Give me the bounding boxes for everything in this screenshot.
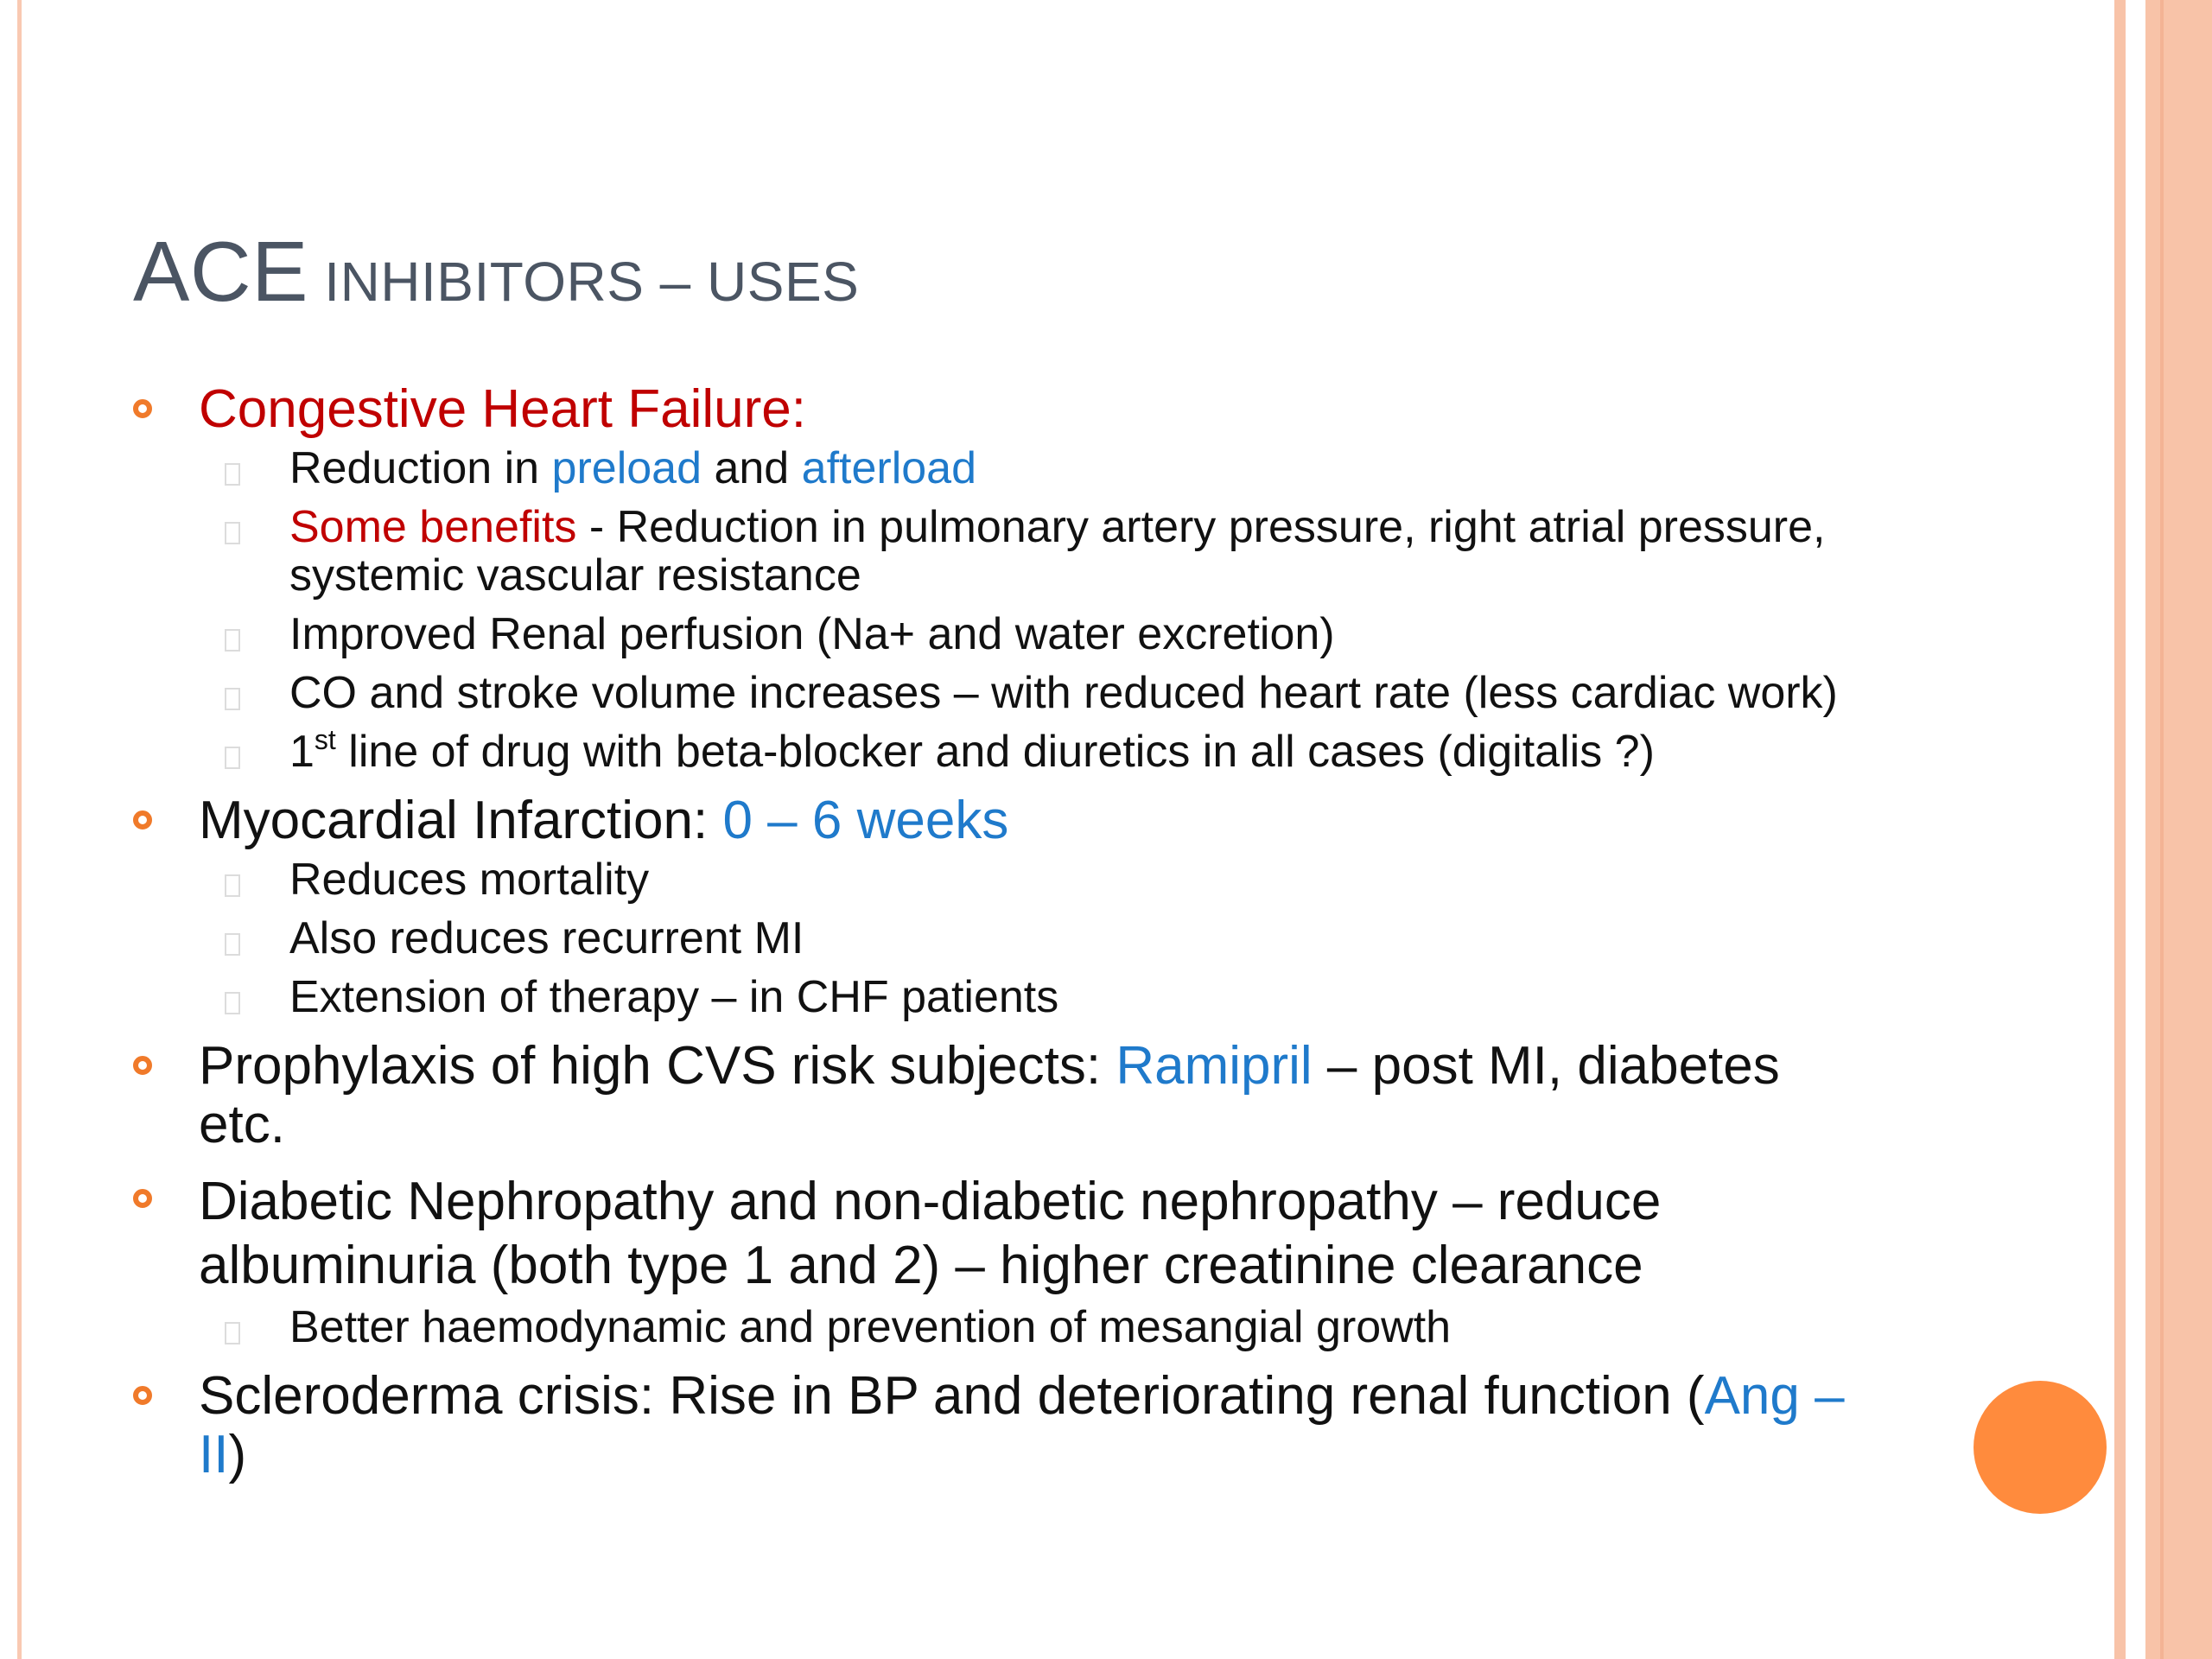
preload-mid: and: [702, 443, 802, 493]
square-bullet-icon: [225, 688, 240, 710]
mi-item-2: Also reduces recurrent MI: [289, 913, 804, 963]
square-bullet-icon: [225, 874, 240, 897]
first-line-number: 1: [289, 727, 315, 777]
bullet-mi: [130, 791, 1866, 1021]
scleroderma-term: Ang –II: [199, 1366, 1845, 1484]
benefits-text: - Reduction in pulmonary artery pressure, right atrial pressure, systemic vascular resistance: [289, 502, 1826, 601]
left-border-line: [17, 0, 22, 1659]
square-bullet-icon: [225, 522, 240, 544]
mi-item-1: Reduces mortality: [289, 855, 650, 905]
prophylaxis-drug: Ramipril: [1116, 1036, 1313, 1096]
circle-bullet-icon: [133, 1386, 152, 1405]
bullet-nephropathy: [130, 1170, 1866, 1351]
square-bullet-icon: [225, 992, 240, 1014]
nephropathy-subitems: [199, 1303, 1866, 1351]
square-bullet-icon: [225, 629, 240, 652]
square-bullet-icon: [225, 463, 240, 486]
chf-subitems: [199, 444, 1866, 776]
mi-item-3: Extension of therapy – in CHF patients: [289, 972, 1059, 1022]
square-bullet-icon: [225, 933, 240, 956]
prophylaxis-prefix: Prophylaxis of high CVS risk subjects:: [199, 1036, 1116, 1096]
bullet-scleroderma: [130, 1367, 1866, 1484]
scleroderma-suffix: ): [228, 1425, 247, 1484]
circle-bullet-icon: [133, 399, 152, 418]
nephropathy-item-1: Better haemodynamic and prevention of mesangial growth: [289, 1302, 1452, 1352]
title-abbrev: ACE: [133, 224, 309, 319]
list-item: [130, 669, 1866, 717]
slide-title: [133, 223, 859, 321]
title-rest: INHIBITORS – USES: [308, 251, 860, 313]
scleroderma-prefix: Scleroderma crisis: Rise in BP and deteriorating renal function (: [199, 1366, 1705, 1426]
co-text: CO and stroke volume increases – with reduced heart rate (less cardiac work): [289, 668, 1838, 718]
preload-prefix: Reduction in: [289, 443, 552, 493]
list-item: [130, 1303, 1866, 1351]
bullet-chf: [130, 380, 1866, 776]
list-item: [130, 503, 1866, 600]
circle-bullet-icon: [133, 810, 152, 830]
renal-text: Improved Renal perfusion (Na+ and water excretion): [289, 609, 1335, 659]
list-item: [130, 610, 1866, 658]
mi-subitems: [199, 855, 1866, 1021]
list-item: [130, 444, 1866, 493]
slide-body: [130, 380, 1866, 1500]
chf-heading: Congestive Heart Failure:: [199, 379, 806, 439]
mi-highlight: 0 – 6 weeks: [722, 791, 1009, 850]
mi-heading: Myocardial Infarction:: [199, 791, 723, 850]
list-item: [130, 723, 1866, 777]
orange-circle-decoration: [1974, 1381, 2107, 1514]
first-line-suffix: st: [314, 723, 336, 755]
list-item: [130, 855, 1866, 904]
nephropathy-text: Diabetic Nephropathy and non-diabetic nephropathy – reduce albuminuria (both type 1 and 2) – higher creatinine clearance: [199, 1172, 1662, 1295]
square-bullet-icon: [225, 747, 240, 769]
afterload-term: afterload: [801, 443, 977, 493]
list-item: [130, 973, 1866, 1021]
preload-term: preload: [551, 443, 702, 493]
square-bullet-icon: [225, 1322, 240, 1344]
circle-bullet-icon: [133, 1056, 152, 1075]
right-band-white-strip: [2126, 0, 2145, 1659]
first-line-text: line of drug with beta-blocker and diuretics in all cases (digitalis ?): [335, 727, 1655, 777]
circle-bullet-icon: [133, 1189, 152, 1208]
list-item: [130, 914, 1866, 963]
prophylaxis-suffix: – post MI, diabetes etc.: [199, 1036, 1780, 1154]
benefits-label: Some benefits: [289, 502, 577, 552]
right-band-rule: [2160, 0, 2164, 1659]
bullet-prophylaxis: [130, 1037, 1866, 1154]
